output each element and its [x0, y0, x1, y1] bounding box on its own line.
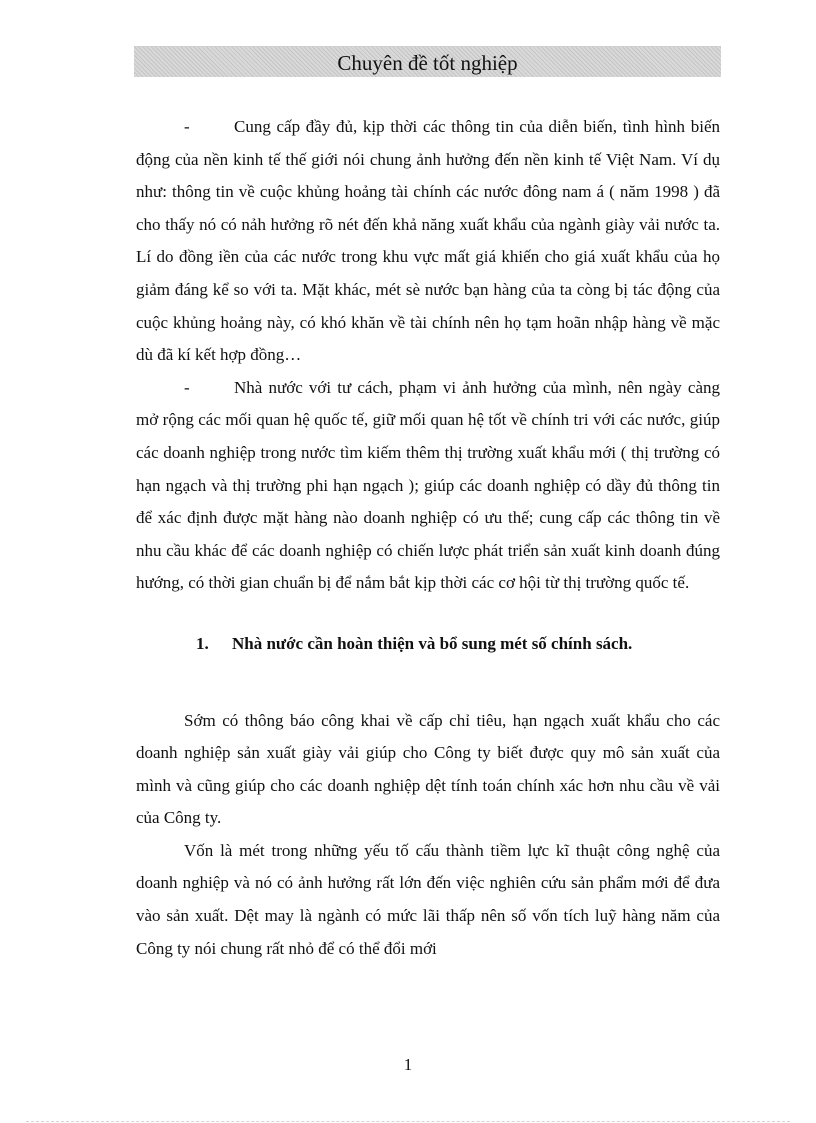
bullet-text: Nhà nước với tư cách, phạm vi ảnh hưởng của mình, nên ngày càng mở rộng các mối quan hệ quốc tế, giữ mối quan hệ tốt về chính tri với các nước, giúp các doanh nghiệp trong nước tìm kiếm thêm thị trường xuất khẩu mới ( thị trường có hạn ngạch và thị trường phi hạn ngạch ); giúp các doanh nghiệp có dầy đủ thông tin để xác định được mặt hàng nào doanh nghiệp có ưu thế; cung cấp các thông tin về nhu cầu khác để các doanh nghiệp có chiến lược phát triển sản xuất kinh doanh đúng hướng, có thời gian chuẩn bị để nắm bắt kịp thời các cơ hội từ thị trường quốc tế. [136, 377, 720, 593]
bullet-paragraph [136, 372, 720, 600]
document-body [136, 111, 720, 965]
bullet-marker: - [184, 377, 190, 397]
bullet-marker: - [184, 117, 190, 136]
footer-divider [26, 1121, 790, 1122]
section-heading [136, 628, 720, 661]
page-header [134, 46, 721, 77]
body-paragraph: Vốn là mét trong những yếu tố cấu thành tiềm lực kĩ thuật công nghệ của doanh nghiệp và nó có ảnh hưởng rất lớn đến việc nghiên cứu sản phẩm mới để đưa vào sản xuất. Dệt may là ngành có mức lãi thấp nên số vốn tích luỹ hàng năm của Công ty nói chung rất nhỏ để có thể đổi mới [136, 840, 720, 958]
bullet-paragraph [136, 111, 720, 372]
section-number: 1. [196, 633, 209, 653]
body-paragraph: Sớm có thông báo công khai về cấp chỉ tiêu, hạn ngạch xuất khẩu cho các doanh nghiệp sản xuất giày vải giúp cho Công ty biết được quy mô sản xuất của mình và cũng giúp cho các doanh nghiệp dệt tính toán chính xác hơn nhu cầu về vải của Công ty. [136, 710, 720, 828]
header-title: Chuyên đề tốt nghiệp [337, 51, 518, 75]
page-number: 1 [403, 1055, 413, 1074]
section-title: Nhà nước cần hoàn thiện và bổ sung mét số chính sách. [232, 633, 633, 653]
bullet-text: Cung cấp đầy đủ, kịp thời các thông tin của diễn biến, tình hình biến động của nền kinh tế thế giới nói chung ảnh hưởng đến nền kinh tế Việt Nam. Ví dụ như: thông tin về cuộc khủng hoảng tài chính các nước đông nam á ( năm 1998 ) đã cho thấy nó có nảh hưởng rõ nét đến khả năng xuất khẩu của ngành giày vải nước ta. Lí do đồng iền của các nước trong khu vực mất giá khiến cho giá xuất khẩu của họ giảm đáng kể so với ta. Mặt khác, mét sè nước bạn hàng của ta còng bị tác động của cuộc khủng hoảng này, có khó khăn về tài chính nên họ tạm hoãn nhập hàng về mặc dù đã kí kết hợp đồng… [136, 117, 720, 365]
